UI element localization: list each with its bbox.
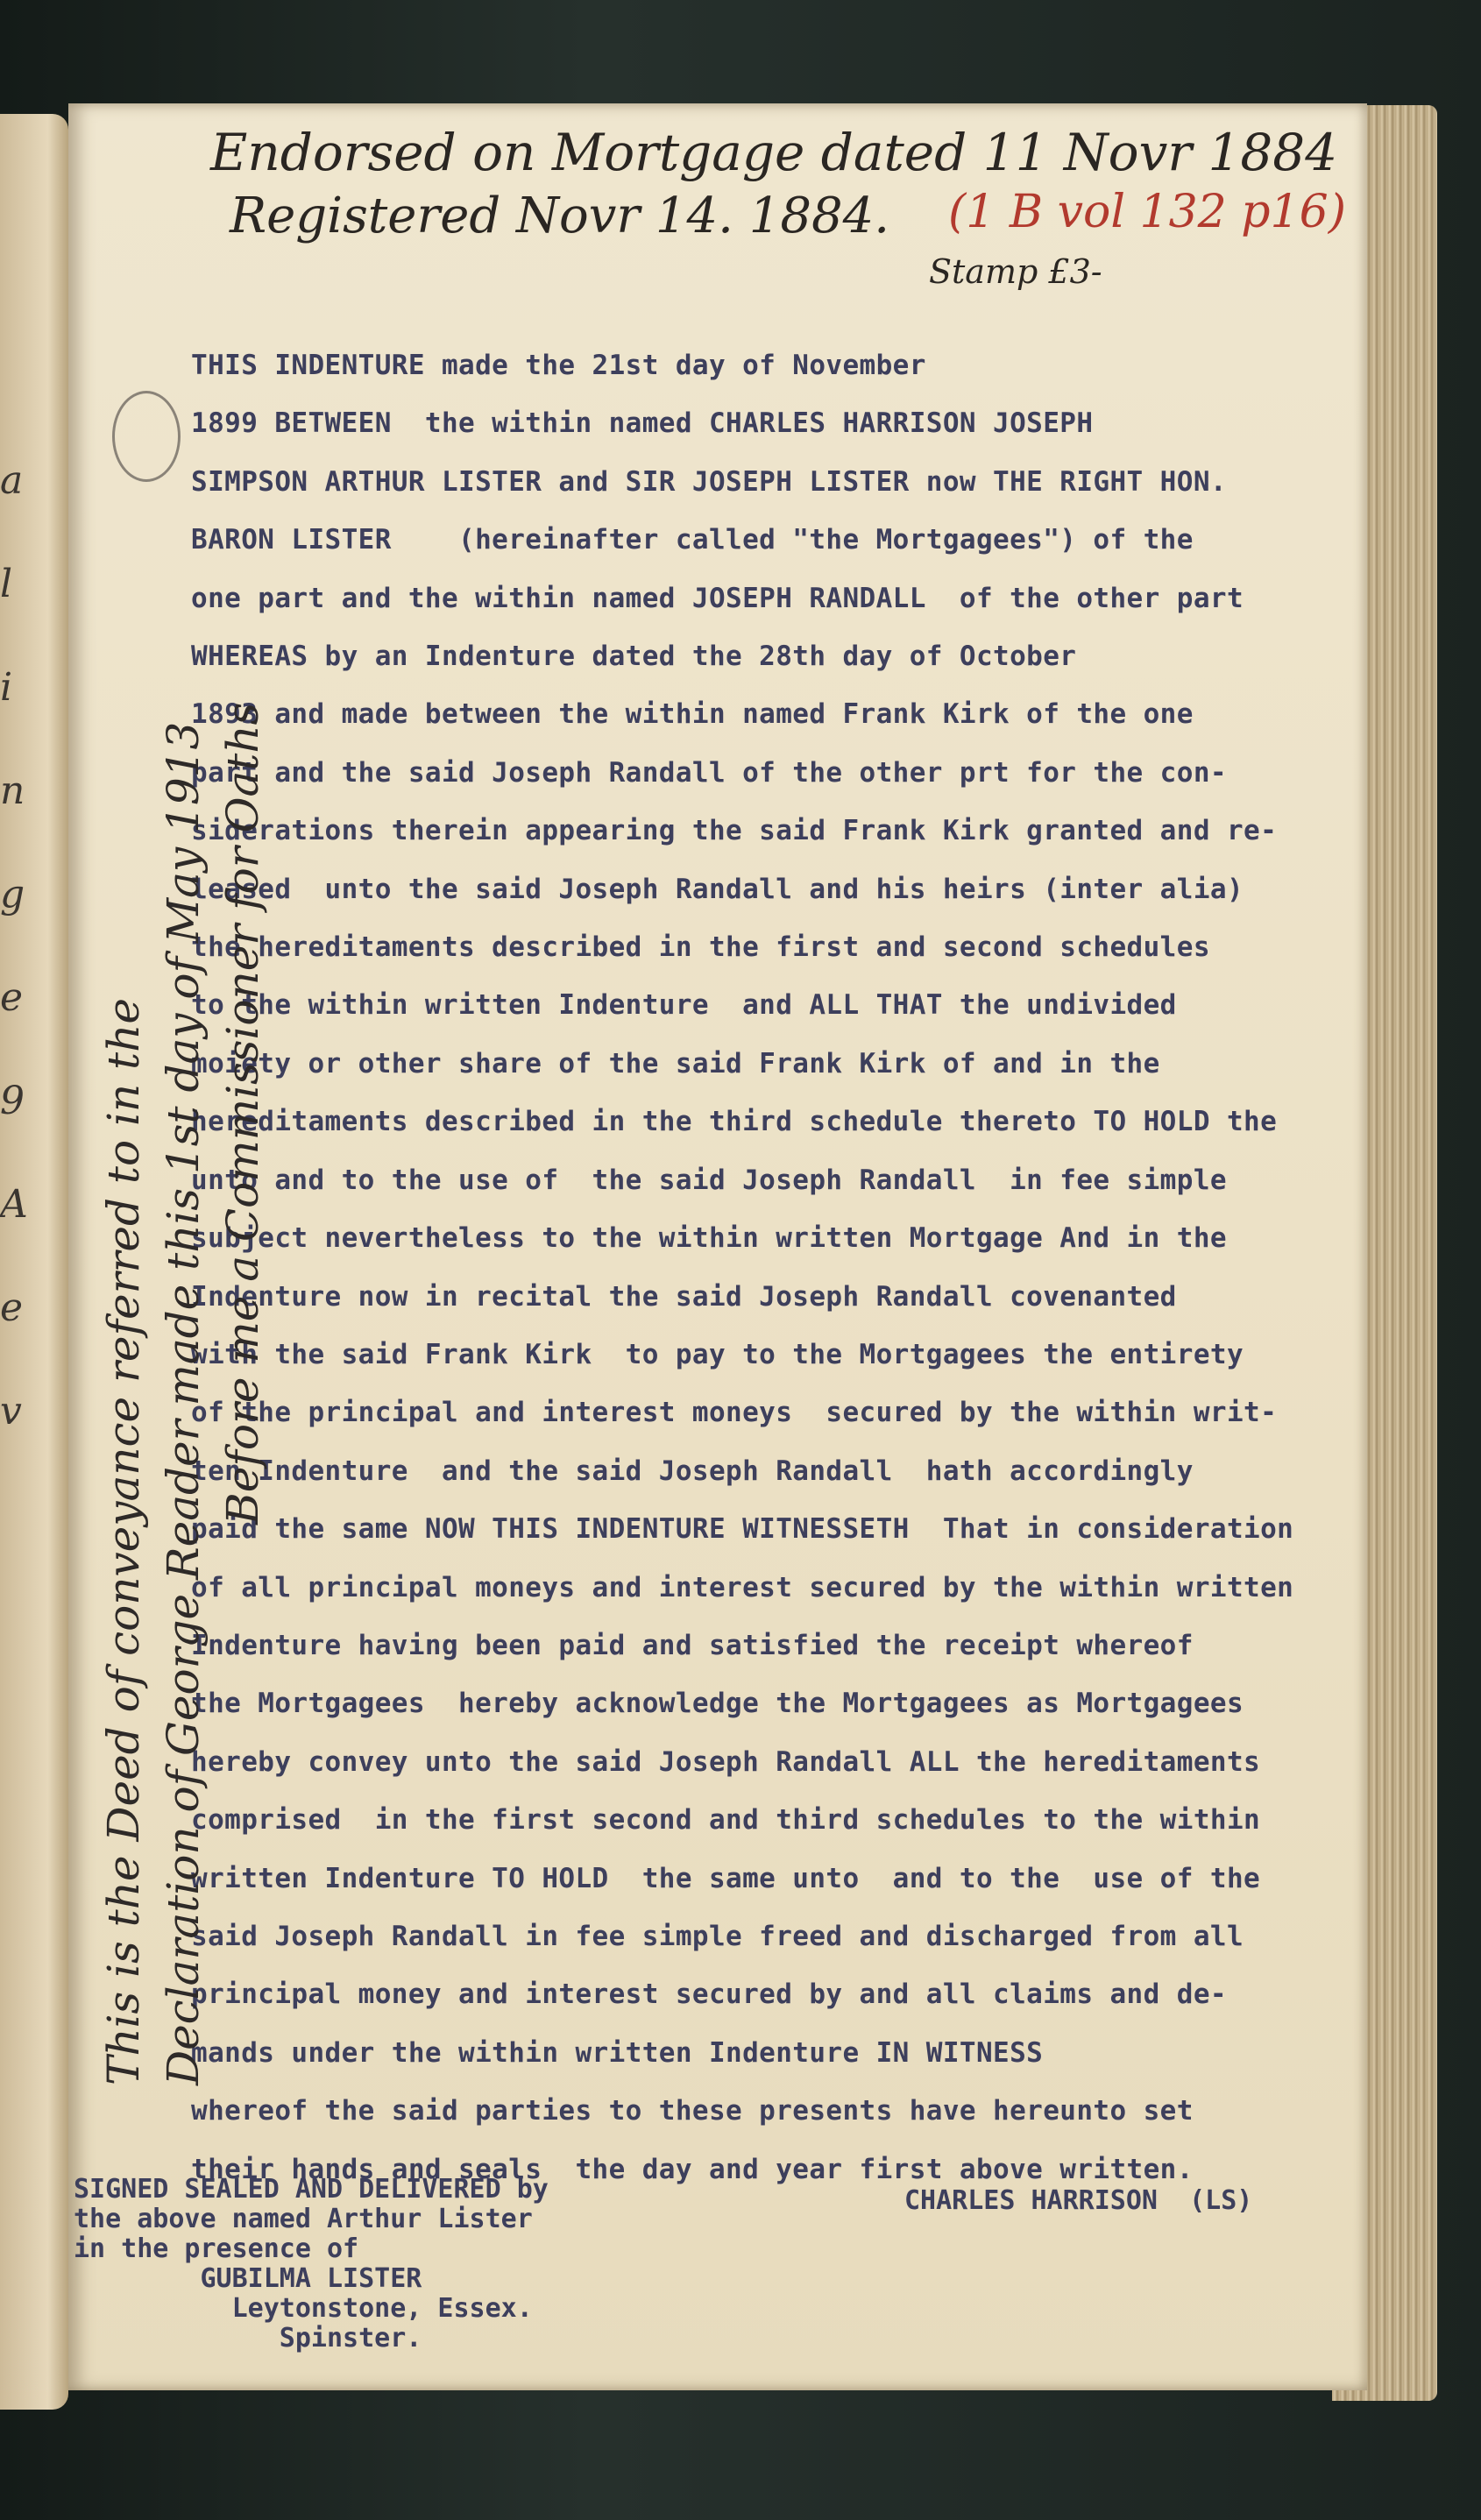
body-line: part and the said Joseph Randall of the other prt for the con- xyxy=(191,756,1227,789)
body-line: with the said Frank Kirk to pay to the Mortgagees the entirety xyxy=(191,1338,1244,1370)
body-line: siderations therein appearing the said Frank Kirk granted and re- xyxy=(191,815,1278,847)
margin-note-line-1: This is the Deed of conveyance referred to in the xyxy=(98,998,149,2085)
body-line: Indenture now in recital the said Joseph Randall covenanted xyxy=(191,1280,1177,1313)
body-line: of the principal and interest moneys secured by the within writ- xyxy=(191,1397,1278,1429)
attestation-line: Leytonstone, Essex. xyxy=(74,2293,533,2324)
body-line: comprised in the first second and third schedules to the within xyxy=(191,1804,1261,1837)
body-line: mands under the within written Indenture IN WITNESS xyxy=(191,2036,1044,2069)
signatory-name: CHARLES HARRISON (LS) xyxy=(904,2185,1253,2216)
body-line: their hands and seals the day and year first above written. xyxy=(191,2153,1194,2185)
attestation-line: GUBILMA LISTER xyxy=(74,2263,422,2294)
body-line: one part and the within named JOSEPH RANDALL of the other part xyxy=(191,582,1244,614)
registry-reference: (1 B vol 132 p16) xyxy=(948,186,1347,238)
attestation-line: Spinster. xyxy=(74,2323,422,2354)
left-page-edge xyxy=(0,114,68,2410)
body-line: Indenture having been paid and satisfied the receipt whereof xyxy=(191,1629,1194,1661)
body-line: the Mortgagees hereby acknowledge the Mortgagees as Mortgagees xyxy=(191,1688,1244,1720)
margin-note-line-3: Before me a Commissioner for Oaths xyxy=(217,702,268,1525)
body-line: of all principal moneys and interest secured by the within written xyxy=(191,1571,1294,1603)
body-line: SIMPSON ARTHUR LISTER and SIR JOSEPH LISTER now THE RIGHT HON. xyxy=(191,465,1227,498)
embossed-stamp-icon xyxy=(112,391,181,482)
attestation-clause xyxy=(74,2175,549,2354)
margin-note-line-2: Declaration of George Reader made this 1st day of May 1913 xyxy=(158,721,209,2085)
attestation-line: in the presence of xyxy=(74,2233,359,2264)
body-line: WHEREAS by an Indenture dated the 28th day of October xyxy=(191,641,1077,673)
body-line: subject nevertheless to the within written Mortgage And in the xyxy=(191,1222,1227,1255)
body-line: unto and to the use of the said Joseph Randall in fee simple xyxy=(191,1164,1227,1196)
body-line: THIS INDENTURE made the 21st day of November xyxy=(191,350,926,381)
body-line: 1899 BETWEEN the within named CHARLES HARRISON JOSEPH xyxy=(191,407,1094,440)
body-line: said Joseph Randall in fee simple freed and discharged from all xyxy=(191,1920,1244,1952)
body-line: BARON LISTER (hereinafter called "the Mortgagees") of the xyxy=(191,524,1194,556)
body-line: moiety or other share of the said Frank Kirk of and in the xyxy=(191,1047,1160,1079)
body-line: written Indenture TO HOLD the same unto and to the use of the xyxy=(191,1862,1261,1894)
indenture-body xyxy=(191,336,1357,2198)
attestation-line: SIGNED SEALED AND DELIVERED by xyxy=(74,2174,549,2205)
endorsement-line-1: Endorsed on Mortgage dated 11 Novr 1884 xyxy=(210,123,1338,182)
stamp-duty-note: Stamp £3- xyxy=(929,252,1102,291)
body-line: paid the same NOW THIS INDENTURE WITNESSETH That in consideration xyxy=(191,1513,1294,1546)
body-line: whereof the said parties to these presents have hereunto set xyxy=(191,2095,1194,2127)
margin-note xyxy=(98,702,291,2085)
body-line: to the within written Indenture and ALL THAT the undivided xyxy=(191,989,1177,1022)
endorsement-line-2: Registered Novr 14. 1884. xyxy=(230,188,890,244)
body-line: hereby convey unto the said Joseph Randall ALL the hereditaments xyxy=(191,1745,1261,1778)
body-line: leased unto the said Joseph Randall and his heirs (inter alia) xyxy=(191,873,1244,905)
body-line: principal money and interest secured by and all claims and de- xyxy=(191,1978,1227,2011)
attestation-line: the above named Arthur Lister xyxy=(74,2204,533,2234)
body-line: ten Indenture and the said Joseph Randall hath accordingly xyxy=(191,1455,1194,1487)
body-line: the hereditaments described in the first and second schedules xyxy=(191,931,1210,964)
left-page-handwriting: a l i n g e 9 A e v xyxy=(0,458,28,1433)
body-line: 1893 and made between the within named Frank Kirk of the one xyxy=(191,698,1194,731)
body-line: hereditaments described in the third schedule thereto TO HOLD the xyxy=(191,1106,1278,1138)
